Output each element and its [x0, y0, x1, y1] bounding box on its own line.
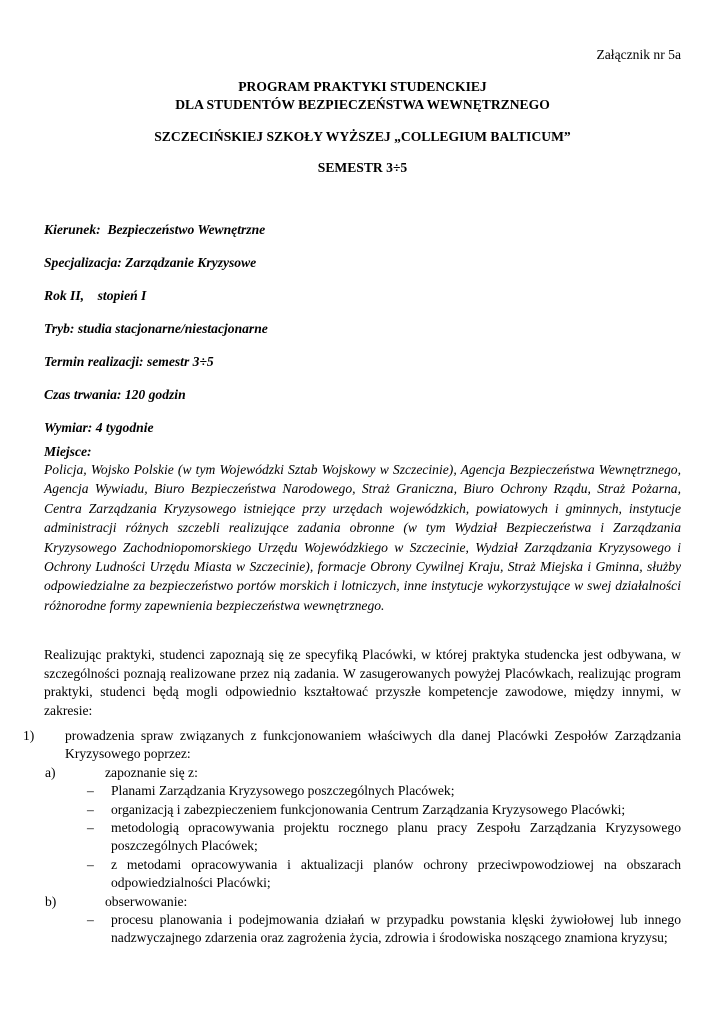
annex-number: Załącznik nr 5a	[596, 47, 681, 62]
list-item-text: z metodami opracowywania i aktualizacji planów ochrony przeciwpowodziowej na obszarach odpowiedzialności Placówki;	[111, 856, 681, 891]
list-item	[85, 782, 681, 800]
field-specjalizacja: Specjalizacja: Zarządzanie Kryzysowe	[44, 255, 257, 270]
title-line-3: SZCZECIŃSKIEJ SZKOŁY WYŻSZEJ „COLLEGIUM BALTICUM”	[154, 129, 571, 144]
list-item	[85, 911, 681, 948]
field-czas: Czas trwania: 120 godzin	[44, 387, 186, 402]
list-item-a	[45, 764, 681, 782]
list-item	[85, 856, 681, 893]
dash-marker: –	[87, 820, 94, 836]
list-item	[85, 819, 681, 856]
title-line-1: PROGRAM PRAKTYKI STUDENCKIEJ	[238, 79, 487, 94]
list-marker: b)	[45, 893, 57, 909]
list-item-text: obserwowanie:	[105, 893, 188, 909]
place-description: Policja, Wojsko Polskie (w tym Wojewódzki Sztab Wojskowy w Szczecinie), Agencja Bezpieczeństwa Wewnętrznego, Agencja Wywiadu, Biuro Bezpieczeństwa Narodowego, Straż Graniczna, Biuro Ochrony Rządu, Straż Pożarna, Centra Zarządzania Kryzysowego istniejące przy urzędach wojewódzkich, powiatowych i gminnych, instytucje administracji różnych szczebli realizujące zadania obronne (w tym Wydział Bezpieczeństwa i Zarządzania Kryzysowego Zachodniopomorskiego Urzędu Wojewódzkiego w Szczecinie, Wydział Zarządzania Kryzysowego i Ochrony Ludności Urzędu Miasta w Szczecinie), formacje Obrony Cywilnej Kraju, Straż Miejska i Gminna, służby odpowiedzialne za bezpieczeństwo portów morskich i lotniczych, inne instytucje wykorzystujące w swej działalności różnorodne formy zapewnienia bezpieczeństwa wewnętrznego.	[44, 462, 681, 613]
field-miejsce-label: Miejsce:	[44, 444, 92, 459]
list-item	[85, 801, 681, 819]
field-kierunek: Kierunek: Bezpieczeństwo Wewnętrzne	[44, 222, 266, 237]
list-item-text: Planami Zarządzania Kryzysowego poszczególnych Placówek;	[111, 783, 455, 799]
intro-paragraph: Realizując praktyki, studenci zapoznają się ze specyfiką Placówki, w której praktyka studencka jest odbywana, w szczególności poznają realizowane przez nią zadania. W zasugerowanych powyżej Placówkach, realizując program praktyki, studenci będą mogli odpowiednio kształtować przyszłe kompetencje zawodowe, między innymi, w zakresie:	[44, 647, 681, 718]
list-item-text: procesu planowania i podejmowania działań w przypadku powstania klęski żywiołowej lub innego nadzwyczajnego zdarzenia oraz zagrożenia życia, zdrowia i środowiska noszącego znamiona kryzysu;	[111, 912, 681, 946]
dash-marker: –	[87, 856, 94, 872]
title-semester: SEMESTR 3÷5	[317, 160, 408, 175]
list-marker: 1)	[23, 728, 35, 743]
title-line-2: DLA STUDENTÓW BEZPIECZEŃSTWA WEWNĘTRZNEGO	[175, 97, 550, 112]
sublist-a	[44, 764, 681, 948]
list-marker: a)	[45, 764, 56, 780]
list-item-text: organizacją i zabezpieczeniem funkcjonowania Centrum Zarządzania Kryzysowego Placówki;	[111, 801, 626, 817]
list-item-text: metodologią opracowywania projektu rocznego planu pracy Zespołu Zarządzania Kryzysowego poszczególnych Placówek;	[111, 820, 681, 854]
list-item-1	[23, 727, 681, 764]
dash-marker: –	[87, 912, 94, 928]
field-wymiar: Wymiar: 4 tygodnie	[44, 420, 154, 435]
field-tryb: Tryb: studia stacjonarne/niestacjonarne	[44, 321, 268, 336]
list-item-text: prowadzenia spraw związanych z funkcjonowaniem właściwych dla danej Placówki Zespołów Zarządzania Kryzysowego poprzez:	[65, 728, 681, 762]
list-item-text: zapoznanie się z:	[105, 764, 198, 780]
competence-list	[23, 727, 681, 948]
field-termin: Termin realizacji: semestr 3÷5	[44, 354, 214, 369]
dash-marker: –	[87, 801, 94, 817]
dash-marker: –	[87, 783, 94, 799]
sublist-a-items	[65, 782, 681, 892]
list-item-b	[45, 893, 681, 911]
sublist-b-items	[65, 911, 681, 948]
field-rok: Rok II, stopień I	[44, 288, 147, 303]
